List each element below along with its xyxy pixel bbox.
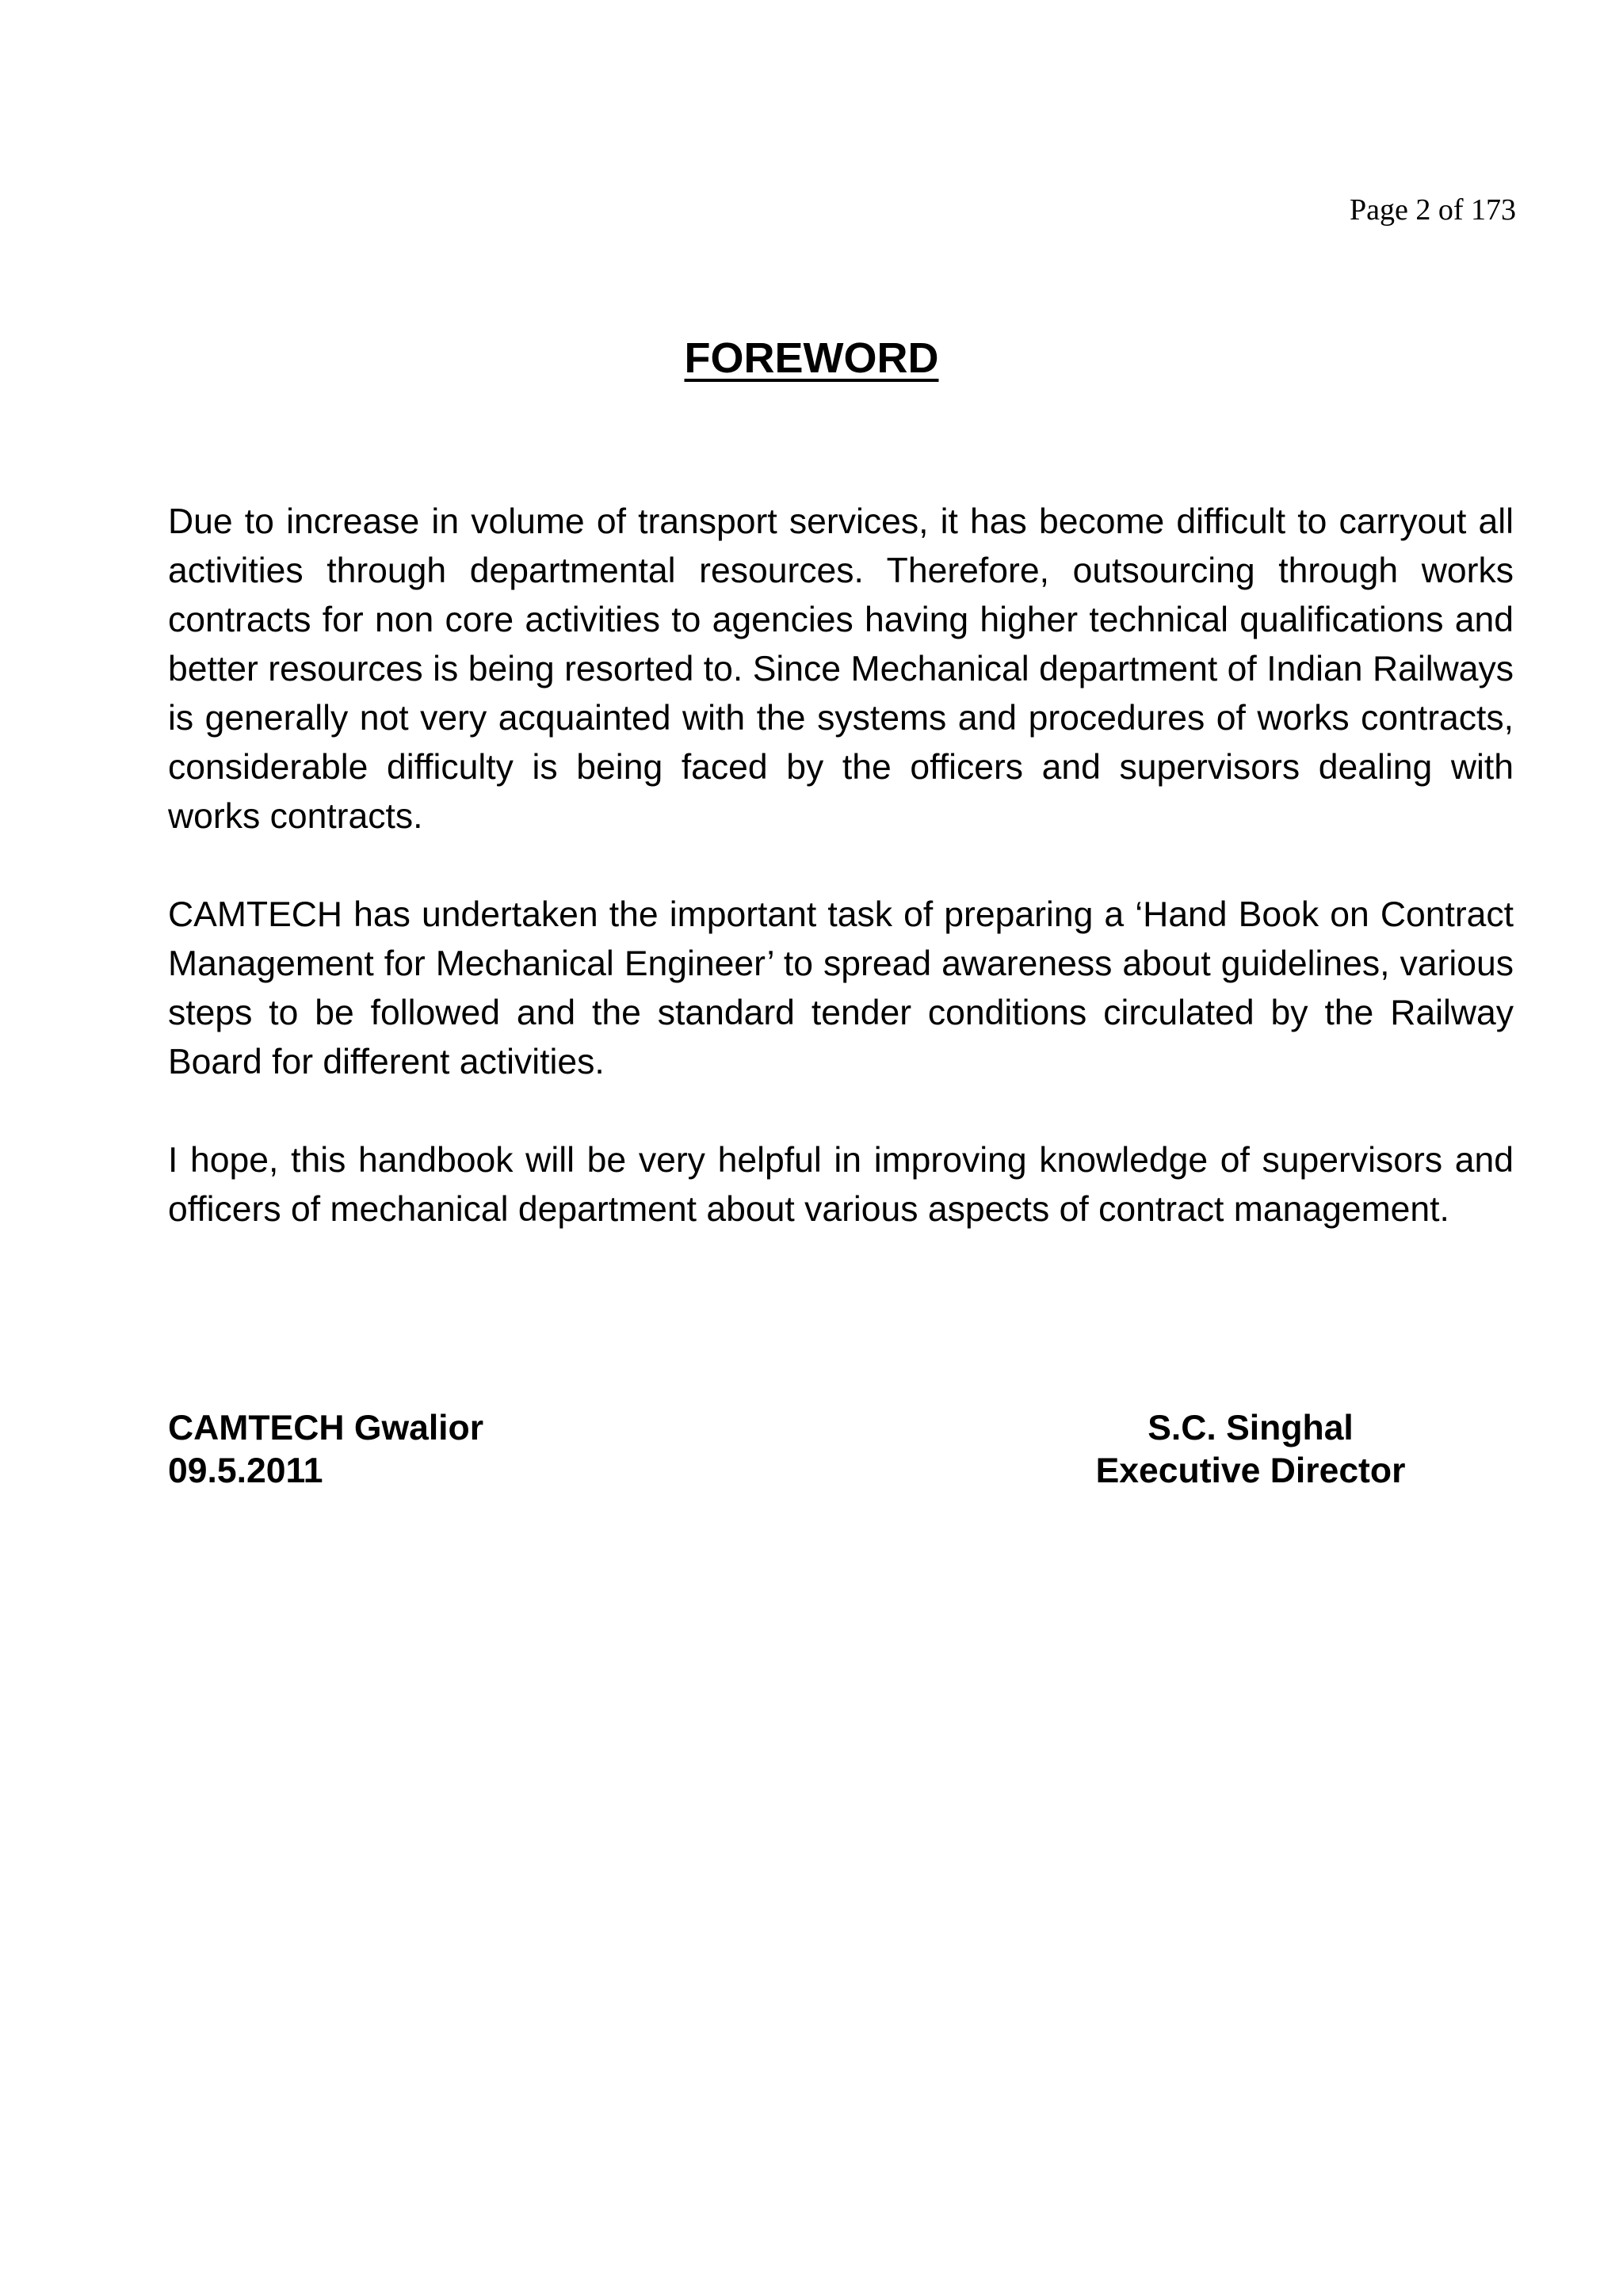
paragraph-3: I hope, this handbook will be very helpful in improving knowledge of supervisors and officers of mechanical department about various aspects of contract management.: [168, 1141, 1514, 1229]
signature-place: CAMTECH Gwalior: [168, 1409, 484, 1447]
page-title: FOREWORD: [684, 334, 939, 382]
page-number: Page 2 of 173: [1349, 193, 1516, 227]
paragraph-1: Due to increase in volume of transport services, it has become difficult to carryout all activities through departmental resources. Therefore, outsourcing through works contracts for non core activities to agencies having higher technical qualifications and better resources is being resorted to. Since Mechanical department of Indian Railways is generally not very acquainted with the systems and procedures of works contracts, considerable difficulty is being faced by the officers and supervisors dealing with works contracts.: [168, 502, 1514, 836]
paragraph-2: CAMTECH has undertaken the important task of preparing a ‘Hand Book on Contract Management for Mechanical Engineer’ to spread awareness about guidelines, various steps to be followed and the standard tender conditions circulated by the Railway Board for different activities.: [168, 895, 1514, 1081]
signature-date: 09.5.2011: [168, 1451, 323, 1490]
signatory-name: S.C. Singhal: [1148, 1409, 1354, 1447]
signatory-designation: Executive Director: [1095, 1451, 1406, 1490]
